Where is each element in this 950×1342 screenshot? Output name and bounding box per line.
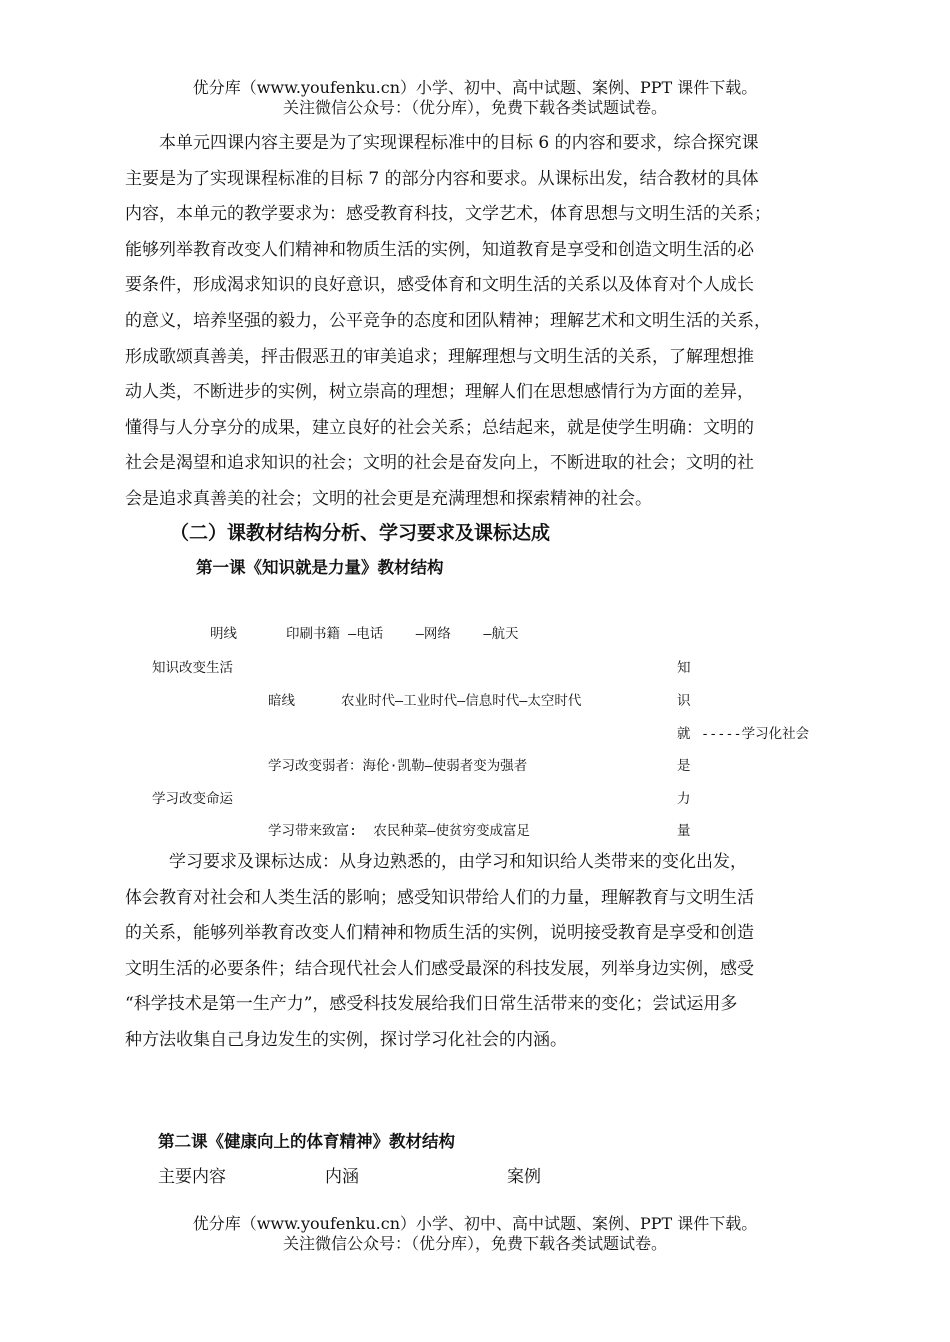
intro-line: 的意义，培养坚强的毅力，公平竞争的态度和团队精神；理解艺术和文明生活的关系，	[125, 310, 771, 331]
intro-line: 会是追求真善美的社会；文明的社会更是充满理想和探索精神的社会。	[125, 488, 652, 509]
footer-line-2: 关注微信公众号：（优分库），免费下载各类试题试卷。	[282, 1234, 667, 1253]
footer-line-1: 优分库（www.youfenku.cn）小学、初中、高中试题、案例、PPT 课件下载。	[192, 1214, 758, 1233]
header-line-1: 优分库（www.youfenku.cn）小学、初中、高中试题、案例、PPT 课件下载。	[192, 78, 758, 97]
mingxian-items: 印刷书籍 —电话 —网络 —航天	[286, 626, 519, 642]
sub-branch-rich: 学习带来致富: 农民种菜—使贫穷变成富足	[268, 823, 531, 839]
branch-knowledge-changes-life: 知识改变生活	[152, 660, 233, 676]
intro-line: 主要是为了实现课程标准的目标 7 的部分内容和要求。从课标出发，结合教材的具体	[125, 168, 759, 189]
anxian-items: 农业时代—工业时代—信息时代—太空时代	[341, 693, 582, 709]
vertical-char: 知	[677, 660, 691, 676]
column-connotation: 内涵	[325, 1167, 359, 1187]
intro-line: 本单元四课内容主要是为了实现课程标准中的目标 6 的内容和要求，综合探究课	[159, 133, 759, 153]
vertical-char: 量	[677, 823, 691, 839]
anxian-label: 暗线	[268, 693, 295, 709]
mingxian-label: 明线	[210, 626, 237, 642]
requirement-line: 学习要求及课标达成：从身边熟悉的，由学习和知识给人类带来的变化出发，	[169, 852, 747, 872]
branch-learning-changes-fate: 学习改变命运	[152, 791, 233, 807]
result-learning-society: -----学习化社会	[701, 726, 810, 742]
column-case: 案例	[507, 1167, 541, 1187]
requirement-line: 体会教育对社会和人类生活的影响；感受知识带给人们的力量，理解教育与文明生活	[125, 887, 754, 908]
requirement-line: 种方法收集自己身边发生的实例，探讨学习化社会的内涵。	[125, 1029, 567, 1050]
vertical-char: 识	[677, 693, 691, 709]
lesson1-requirements	[125, 845, 837, 1059]
requirement-line: “科学技术是第一生产力”，感受科技发展给我们日常生活带来的变化；尝试运用多	[125, 994, 738, 1015]
intro-line: 内容，本单元的教学要求为：感受教育科技，文学艺术，体育思想与文明生活的关系；	[125, 204, 771, 225]
vertical-char: 是	[677, 758, 691, 774]
intro-line: 懂得与人分享分的成果，建立良好的社会关系；总结起来，就是使学生明确：文明的	[125, 417, 754, 438]
header-line-2: 关注微信公众号：（优分库），免费下载各类试题试卷。	[282, 98, 667, 117]
lesson1-title: 第一课《知识就是力量》教材结构	[196, 558, 444, 577]
intro-line: 要条件，形成渴求知识的良好意识，感受体育和文明生活的关系以及体育对个人成长	[125, 275, 754, 296]
intro-line: 动人类，不断进步的实例，树立崇高的理想；理解人们在思想感情行为方面的差异，	[125, 382, 754, 403]
intro-line: 形成歌颂真善美，抨击假恶丑的审美追求；理解理想与文明生活的关系，了解理想推	[125, 346, 754, 367]
requirement-line: 文明生活的必要条件；结合现代社会人们感受最深的科技发展，列举身边实例，感受	[125, 958, 754, 979]
vertical-char: 就	[677, 726, 691, 742]
vertical-char: 力	[677, 791, 691, 807]
sub-branch-weak: 学习改变弱者：海伦·凯勒—使弱者变为强者	[268, 758, 528, 774]
lesson2-title: 第二课《健康向上的体育精神》教材结构	[158, 1132, 455, 1151]
intro-line: 社会是渴望和追求知识的社会；文明的社会是奋发向上，不断进取的社会；文明的社	[125, 453, 754, 474]
intro-paragraph	[125, 126, 837, 518]
section-heading: （二）课教材结构分析、学习要求及课标达成	[170, 522, 551, 544]
requirement-line: 的关系，能够列举教育改变人们精神和物质生活的实例，说明接受教育是享受和创造	[125, 923, 754, 944]
column-main-content: 主要内容	[158, 1167, 226, 1187]
intro-line: 能够列举教育改变人们精神和物质生活的实例，知道教育是享受和创造文明生活的必	[125, 239, 754, 260]
